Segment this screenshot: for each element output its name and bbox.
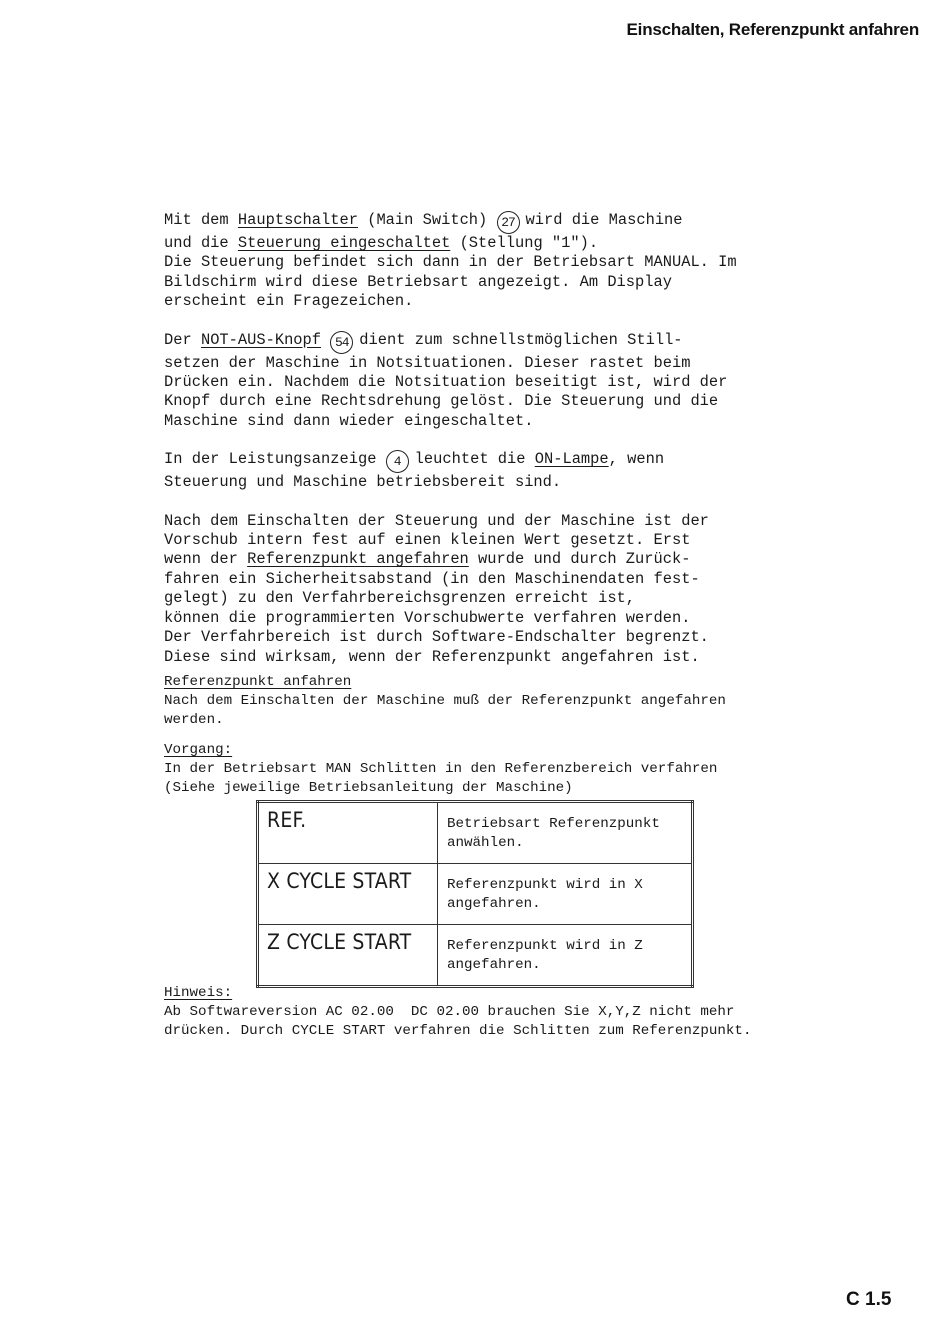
section-procedure [164, 741, 884, 797]
text-run: wurde und durch Zurück- fahren ein Sicherheitsabstand (in den Maschinendaten fest- gelegt) zu den Verfahrbereichsgrenzen erreicht ist, können die programmierten Vorschubwerte verfahren werden. Der Verfahrbereich ist durch Software-Endschalter begrenzt. Diese sind wirksam, wenn der Referenzpunkt angefahren ist. [164, 550, 709, 666]
text-run: Nach dem Einschalten der Steuerung und der Maschine ist der Vorschub intern fest auf einen kleinen Wert gesetzt. Erst wenn der [164, 511, 709, 569]
text-run: Der [164, 330, 201, 349]
procedure-heading: Vorgang: [164, 742, 233, 759]
hint-heading: Hinweis: [164, 985, 233, 1001]
page-number: C 1.5 [846, 1289, 892, 1310]
step-key: REF. [258, 802, 438, 864]
text-run: , wenn Steuerung und Maschine betriebsbereit sind. [164, 450, 665, 492]
text-run: Mit dem [164, 211, 238, 229]
step-key: Z CYCLE START [258, 925, 438, 987]
step-description: Referenzpunkt wird in X angefahren. [438, 864, 693, 925]
paragraph-main-switch [164, 211, 884, 312]
text-run [321, 331, 330, 349]
body-text [164, 211, 884, 797]
term-hauptschalter: Hauptschalter [237, 211, 358, 229]
step-key: X CYCLE START [258, 864, 438, 925]
section-hint [164, 984, 751, 1040]
table-row [258, 802, 693, 864]
callout-number-54: 54 [330, 331, 353, 354]
steps-table [256, 800, 694, 988]
text-run: (Main Switch) [357, 211, 497, 229]
hint-text: Ab Softwareversion AC 02.00 DC 02.00 brauchen Sie X,Y,Z nicht mehr drücken. Durch CYCLE START verfahren die Schlitten zum Referenzpunkt. [164, 1004, 752, 1039]
term-on-lampe: ON-Lampe [534, 450, 609, 469]
callout-number-4: 4 [386, 450, 409, 473]
text-run: wird die Maschine und die [164, 211, 683, 252]
table-row [258, 864, 693, 925]
page-header-title: Einschalten, Referenzpunkt anfahren [626, 20, 919, 39]
section-reference-point [164, 673, 884, 729]
text-run: dient zum schnellstmöglichen Still- setzen der Maschine in Notsituationen. Dieser rastet beim Drücken ein. Nachdem die Notsituation beseitigt ist, wird der Knopf durch eine Rechtsdrehung gelöst. Die Steuerung und die Maschine sind dann wieder eingeschaltet. [164, 330, 728, 430]
text-run: leuchtet die [414, 450, 535, 469]
step-description: Betriebsart Referenzpunkt anwählen. [438, 802, 693, 864]
text-run: In der Leistungsanzeige [164, 450, 386, 469]
term-not-aus-knopf: NOT-AUS-Knopf [200, 330, 322, 349]
paragraph-feed-rate [164, 512, 884, 667]
term-steuerung-eingeschaltet: Steuerung eingeschaltet [237, 234, 451, 252]
paragraph-emergency-stop [164, 331, 884, 432]
procedure-text: In der Betriebsart MAN Schlitten in den Referenzbereich verfahren (Siehe jeweilige Betriebsanleitung der Maschine) [164, 761, 718, 796]
text-run: (Stellung "1"). Die Steuerung befindet sich dann in der Betriebsart MANUAL. Im Bildschirm wird diese Betriebsart angezeigt. Am Display erscheint ein Fragezeichen. [164, 234, 737, 311]
paragraph-power-display [164, 450, 884, 492]
table-row [258, 925, 693, 987]
callout-number-27: 27 [497, 211, 520, 234]
section-text: Nach dem Einschalten der Maschine muß der Referenzpunkt angefahren werden. [164, 692, 726, 728]
section-heading: Referenzpunkt anfahren [164, 673, 352, 690]
term-referenzpunkt-angefahren: Referenzpunkt angefahren [247, 550, 469, 569]
step-description: Referenzpunkt wird in Z angefahren. [438, 925, 693, 987]
